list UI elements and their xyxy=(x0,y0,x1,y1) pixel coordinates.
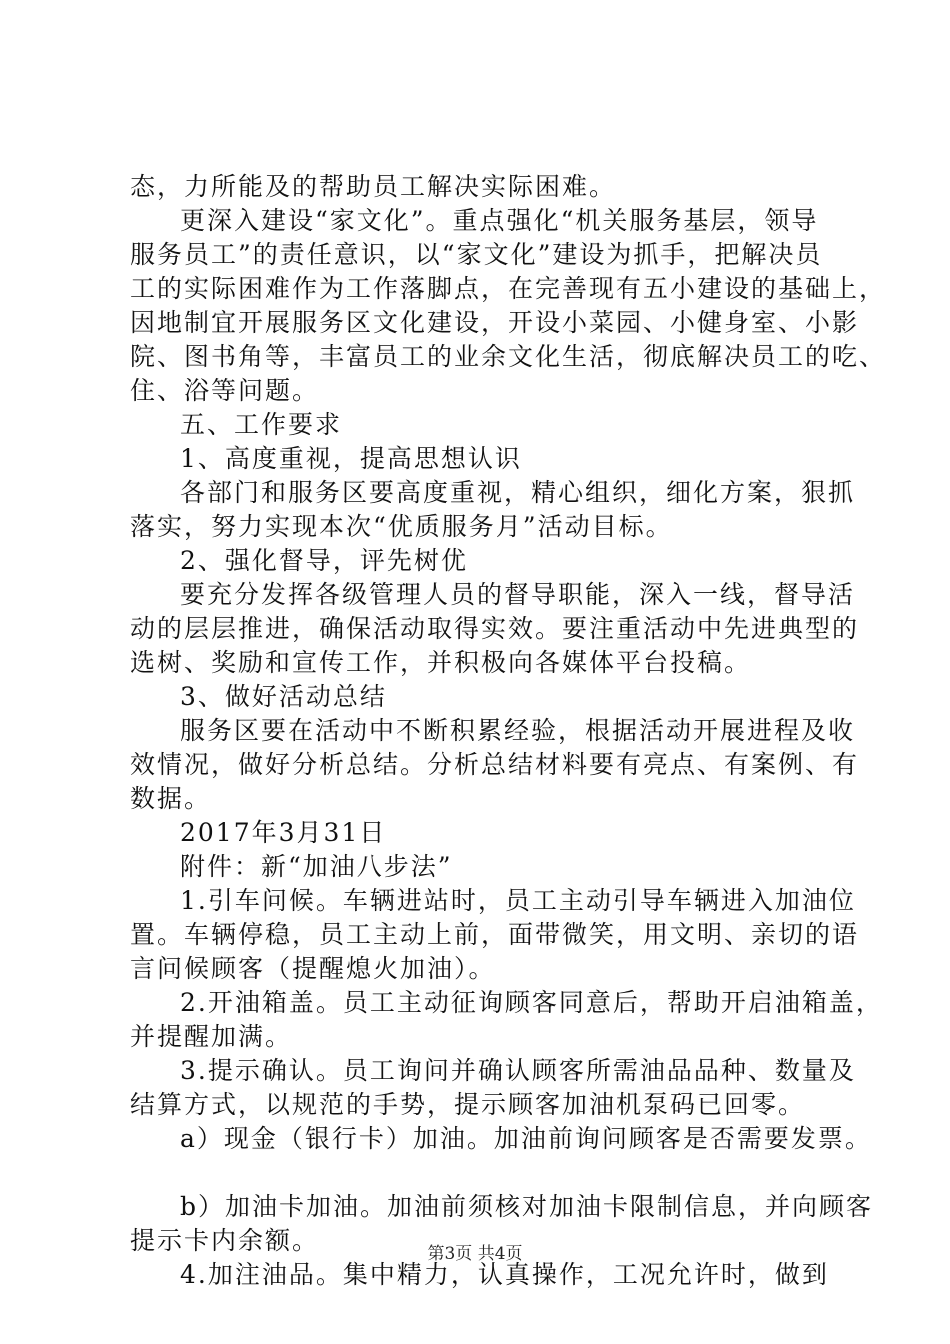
text-line: 院、图书角等，丰富员工的业余文化生活，彻底解决员工的吃、 xyxy=(130,342,887,371)
text-line: 1.引车问候。车辆进站时，员工主动引导车辆进入加油位 xyxy=(180,886,856,915)
date-line: 2017年3月31日 xyxy=(180,818,387,847)
text-line: 并提醒加满。 xyxy=(130,1022,293,1051)
text-line: 态，力所能及的帮助员工解决实际困难。 xyxy=(130,172,617,201)
text-line: 提示卡内余额。 xyxy=(130,1226,320,1255)
text-line: 因地制宜开展服务区文化建设，开设小菜园、小健身室、小影 xyxy=(130,308,860,337)
section-heading: 五、工作要求 xyxy=(180,410,343,439)
text-line: 动的层层推进，确保活动取得实效。要注重活动中先进典型的 xyxy=(130,614,860,643)
text-line: 服务员工”的责任意识，以“家文化”建设为抓手，把解决员 xyxy=(130,240,823,269)
text-line: 工的实际困难作为工作落脚点，在完善现有五小建设的基础上， xyxy=(130,274,887,303)
text-line: 要充分发挥各级管理人员的督导职能，深入一线，督导活 xyxy=(180,580,856,609)
subsection-heading: 3、做好活动总结 xyxy=(180,682,387,711)
text-line: 4.加注油品。集中精力，认真操作，工况允许时，做到 xyxy=(180,1260,829,1289)
text-line: 结算方式，以规范的手势，提示顾客加油机泵码已回零。 xyxy=(130,1090,806,1119)
text-line: 服务区要在活动中不断积累经验，根据活动开展进程及收 xyxy=(180,716,856,745)
text-line: 更深入建设“家文化”。重点强化“机关服务基层，领导 xyxy=(180,206,819,235)
subsection-heading: 2、强化督导，评先树优 xyxy=(180,546,468,575)
text-line: 言问候顾客（提醒熄火加油）。 xyxy=(130,954,496,983)
text-line: 各部门和服务区要高度重视，精心组织，细化方案，狠抓 xyxy=(180,478,856,507)
text-line: 2.开油箱盖。员工主动征询顾客同意后，帮助开启油箱盖， xyxy=(180,988,883,1017)
text-line: b）加油卡加油。加油前须核对加油卡限制信息，并向顾客 xyxy=(180,1192,874,1221)
text-line: 选树、奖励和宣传工作，并积极向各媒体平台投稿。 xyxy=(130,648,752,677)
subsection-heading: 1、高度重视，提高思想认识 xyxy=(180,444,522,473)
text-line: 效情况，做好分析总结。分析总结材料要有亮点、有案例、有 xyxy=(130,750,860,779)
text-line: 3.提示确认。员工询问并确认顾客所需油品品种、数量及 xyxy=(180,1056,856,1085)
page-footer: 第3页 共4页 xyxy=(427,1244,523,1264)
text-line: 落实，努力实现本次“优质服务月”活动目标。 xyxy=(130,512,673,541)
text-line: 数据。 xyxy=(130,784,212,813)
text-line: 住、浴等问题。 xyxy=(130,376,320,405)
text-line: a）现金（银行卡）加油。加油前询问顾客是否需要发票。 xyxy=(180,1124,872,1153)
appendix-title: 附件：新“加油八步法” xyxy=(180,852,453,881)
text-line: 置。车辆停稳，员工主动上前，面带微笑，用文明、亲切的语 xyxy=(130,920,860,949)
